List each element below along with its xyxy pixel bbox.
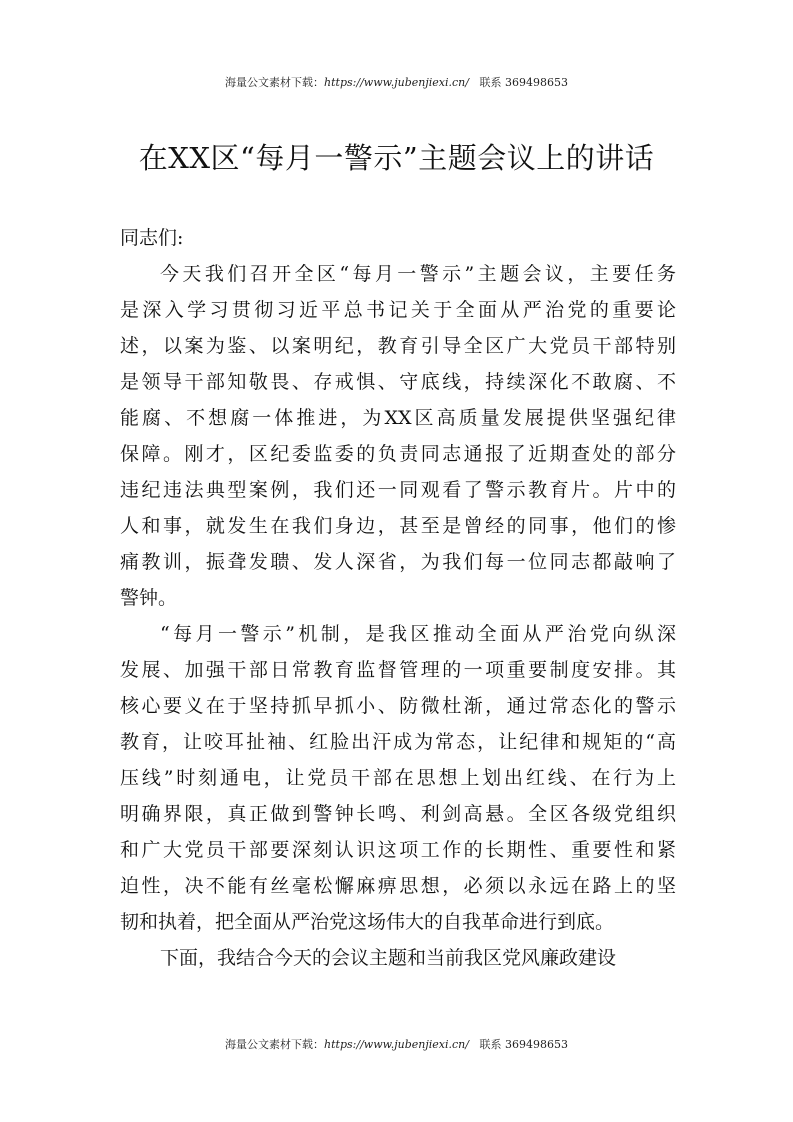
paragraph-line: 韧和执着，把全面从严治党这场伟大的自我革命进行到底。	[120, 911, 615, 933]
header-prefix: 海量公文素材下载：	[225, 76, 325, 89]
paragraph-line: 下面，我结合今天的会议主题和当前我区党风廉政建设	[160, 947, 617, 969]
paragraph-line: 述，以案为鉴、以案明纪，教育引导全区广大党员干部特别	[120, 335, 676, 357]
footer-url-link[interactable]: https://www.jubenjiexi.cn/	[324, 1038, 469, 1051]
paragraph-line: 是领导干部知敬畏、存戒惧、守底线，持续深化不敢腐、不	[120, 371, 676, 393]
paragraph-line: 能腐、不想腐一体推进，为XX区高质量发展提供坚强纪律	[120, 407, 676, 429]
paragraph-line: 核心要义在于坚持抓早抓小、防微杜渐，通过常态化的警示	[120, 695, 676, 717]
paragraph-line: 教育，让咬耳扯袖、红脸出汗成为常态，让纪律和规矩的“高	[120, 731, 676, 753]
paragraph-line: 是深入学习贯彻习近平总书记关于全面从严治党的重要论	[120, 299, 676, 321]
paragraph	[120, 256, 676, 616]
paragraph-line: 痛教训，振聋发聩、发人深省，为我们每一位同志都敲响了	[120, 551, 676, 573]
page-header	[0, 74, 793, 90]
document-title: 在XX区“每月一警示”主题会议上的讲话	[138, 141, 655, 175]
paragraph-line: 人和事，就发生在我们身边，甚至是曾经的同事，他们的惨	[120, 515, 676, 537]
salutation: 同志们:	[120, 227, 184, 249]
header-contact: 联系 369498653	[479, 76, 568, 89]
paragraph	[120, 616, 676, 940]
paragraph-line: 明确界限，真正做到警钟长鸣、利剑高悬。全区各级党组织	[120, 803, 676, 825]
footer-prefix: 海量公文素材下载：	[225, 1038, 325, 1051]
document-body	[120, 220, 676, 976]
paragraph-line: “每月一警示”机制，是我区推动全面从严治党向纵深	[160, 623, 676, 645]
paragraph-line: 保障。刚才，区纪委监委的负责同志通报了近期查处的部分	[120, 443, 676, 465]
paragraph-line: 和广大党员干部要深刻认识这项工作的长期性、重要性和紧	[120, 839, 676, 861]
paragraph-line: 发展、加强干部日常教育监督管理的一项重要制度安排。其	[120, 659, 676, 681]
paragraph	[120, 940, 676, 976]
paragraph-line: 违纪违法典型案例，我们还一同观看了警示教育片。片中的	[120, 479, 676, 501]
paragraph-line: 压线”时刻通电，让党员干部在思想上划出红线、在行为上	[120, 767, 676, 789]
paragraph-line: 今天我们召开全区“每月一警示”主题会议，主要任务	[160, 263, 676, 285]
page-footer	[0, 1036, 793, 1052]
paragraph-line: 警钟。	[120, 587, 178, 609]
paragraph-list	[120, 256, 676, 976]
footer-contact: 联系 369498653	[479, 1038, 568, 1051]
paragraph-line: 迫性，决不能有丝毫松懈麻痹思想，必须以永远在路上的坚	[120, 875, 676, 897]
header-url-link[interactable]: https://www.jubenjiexi.cn/	[324, 76, 469, 89]
